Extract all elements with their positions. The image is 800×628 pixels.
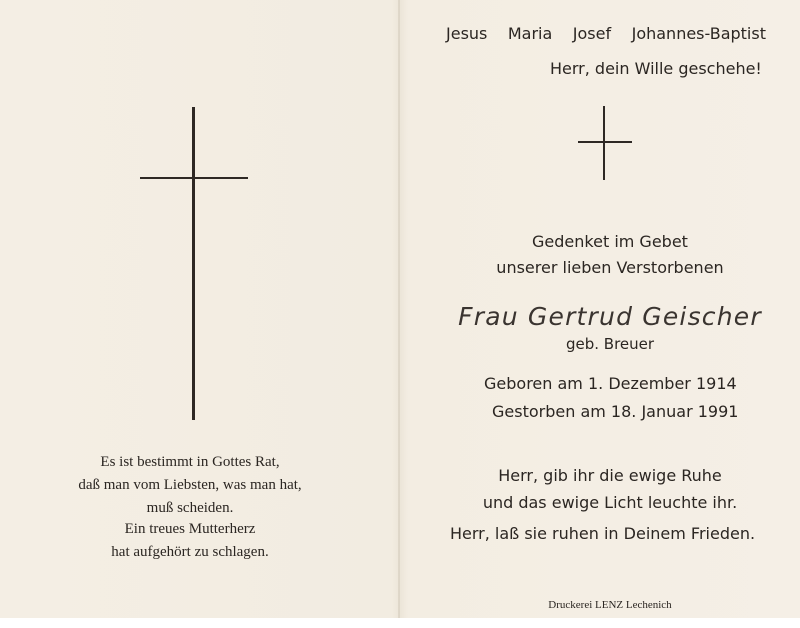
large-cross-icon [192, 107, 195, 420]
death-date: Gestorben am 18. Januar 1991 [492, 402, 739, 421]
fold-line [398, 0, 400, 628]
heart-line: Ein treues Mutterherz [124, 521, 256, 537]
holy-names [446, 24, 766, 43]
will-line: Herr, dein Wille geschehe! [550, 59, 762, 78]
mother-heart-text [40, 518, 340, 564]
remember-line: unserer lieben Verstorbenen [496, 258, 724, 277]
scan-edge [0, 618, 800, 628]
heart-line: hat aufgehört zu schlagen. [111, 544, 269, 560]
holy-name: Maria [507, 24, 553, 43]
small-cross-icon [603, 106, 605, 180]
small-cross-bar [578, 141, 632, 143]
large-cross-bar [140, 177, 248, 179]
prayer-line: Herr, laß sie ruhen in Deinem Frieden. [450, 524, 756, 543]
verse-line: Es ist bestimmt in Gottes Rat, [100, 454, 280, 470]
printer-credit: Druckerei LENZ Lechenich [548, 599, 672, 611]
holy-name: Johannes-Baptist [631, 24, 766, 43]
maiden-name: geb. Breuer [566, 335, 655, 353]
verse-line: muß scheiden. [146, 500, 234, 516]
born-date: Geboren am 1. Dezember 1914 [484, 374, 737, 393]
deceased-name: Frau Gertrud Geischer [458, 302, 762, 331]
holy-name: Jesus [446, 24, 488, 43]
holy-name: Josef [572, 24, 612, 43]
verse [40, 451, 340, 520]
verse-line: daß man vom Liebsten, was man hat, [78, 477, 302, 493]
prayer-line: und das ewige Licht leuchte ihr. [482, 493, 738, 512]
prayer-line: Herr, gib ihr die ewige Ruhe [498, 466, 722, 485]
remember-line: Gedenket im Gebet [532, 232, 688, 251]
